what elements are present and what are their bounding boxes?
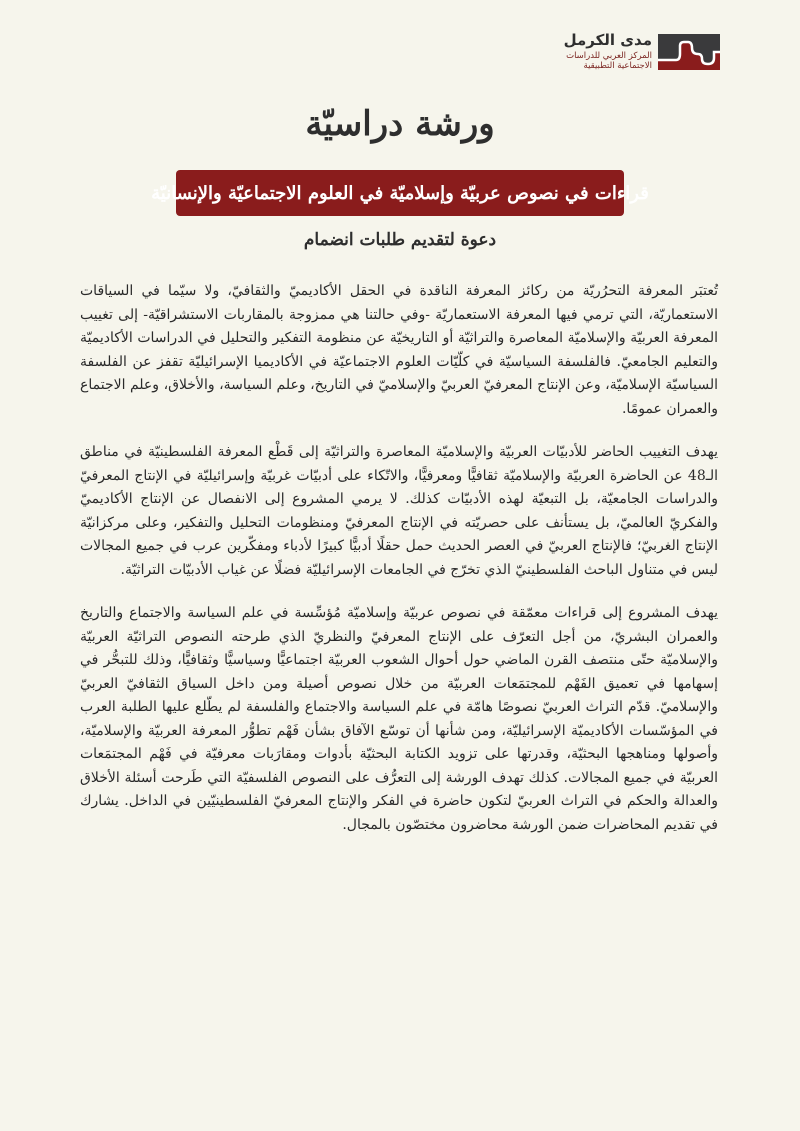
logo-text (564, 33, 652, 71)
document-subtitle: دعوة لتقديم طلبات انضمام (303, 230, 497, 250)
logo-subtitle-line-1: المركز العربي للدراسات (566, 51, 652, 61)
topic-banner-text: قراءات في نصوص عربيّة وإسلاميّة في العلوم الاجتماعيّة والإنسانيّة (151, 182, 649, 204)
logo (564, 33, 720, 71)
paragraph-3: يهدف المشروع إلى قراءات معمّقة في نصوص عربيّة وإسلاميّة مُؤسِّسة في علم السياسة والاجتماع والتاريخ والعمران البشريّ، من أجل التعرّف على الإنتاج المعرفيّ والنظريّ الذي طرحته النصوص التراثيّة العربيّة والإسلاميّة حتّى منتصف القرن الماضي حول أحوال الشعوب العربيّة اجتماعيًّا وسياسيًّا وثقافيًّا، وذلك للتبحُّر في إسهامها في تعميق الفَهْم للمجتمَعات العربيّة من خلال نصوص أصيلة ومن داخل السياق الثقافيّ العربيّ والإسلاميّ. قدّم التراث العربيّ نصوصًا هامّة في علم السياسة والاجتماع والفلسفة لم يطّلع عليها الطلبة العرب في المؤسّسات الأكاديميّة الإسرائيليّة، ومن شأنها أن توسّع الآفاق بشأن فَهْم تطوُّر المعرفة العربيّة والإسلاميّة، وأصولها ومناهجها البحثيّة، وقدرتها على تزويد الكتابة البحثيّة بأدوات ومقارَبات معرفيّة في فَهْم المجتمَعات العربيّة في جميع المجالات. كذلك تهدف الورشة إلى التعرُّف على النصوص الفلسفيّة التي طَرحت أسئلة الأخلاق والعدالة والحكم في التراث العربيّ لتكون حاضرة في الفكر والإنتاج المعرفيّ الفلسطينيّين في الداخل. يشارك في تقديم المحاضرات ضمن الورشة محاضرون مختصّون بالمجال. (80, 605, 718, 833)
topic-banner (151, 170, 649, 216)
logo-name: مدى الكرمل (563, 31, 652, 49)
document-body (80, 280, 718, 857)
paragraph-2: يهدف التغييب الحاضر للأدبيّات العربيّة والإسلاميّة المعاصرة والتراثيّة إلى قَطْع المعرفة الفلسطينيّة في مناطق الـ48 عن الحاضرة العربيّة والإسلاميّة ثقافيًّا ومعرفيًّا، والاتّكاء على أدبيّات غربيّة وإسرائيليّة في الإنتاج المعرفيّ والدراسات الجامعيّة، بل التبعيّة لهذه الأدبيّات كذلك. لا يرمي المشروع إلى الانفصال عن الإنتاج الأكاديميّ والفكريّ العالميّ، بل يستأنف على حصريّته في الإنتاج المعرفيّ ومنظومات التحليل والتفكير، وعلى مركزانيّة الإنتاج الغربيّ؛ فالإنتاج العربيّ في العصر الحديث حمل حقلًا أدبيًّا كبيرًا لأدباء ومفكّرين عرب في جميع المجالات ليس في متناول الباحث الفلسطينيّ الذي تخرّج في الجامعات الإسرائيليّة فضلًا عن غياب الأدبيّات التراثيّة. (80, 444, 718, 578)
mada-al-carmel-logo-icon (658, 34, 720, 70)
document-title: ورشة دراسيّة (305, 104, 495, 144)
paragraph-1: تُعتبَر المعرفة التحرُريّة من ركائز المعرفة الناقدة في الحقل الأكاديميّ والثقافيّ، ولا سيّما في السياقات الاستعماريّة، التي ترمي فيها المعرفة الاستعماريّة -وفي حالتنا هي ممزوجة بالمقاربات الاستشراقيّة- إلى تغييب المعرفة العربيّة والإسلاميّة المعاصرة والتراثيّة أو التاريخيّة عن منظومة التفكير والتحليل في الدراسات الأكاديميّة والتعليم الجامعيّ. فالفلسفة السياسيّة في كلّيّات العلوم الاجتماعيّة في الأكاديميا الإسرائيليّة تقفز عن الفلسفة السياسيّة الإسلاميّة، وعن الإنتاج المعرفيّ العربيّ والإسلاميّ في التاريخ، وعلم السياسة، والأخلاق، وعلم الاجتماع والعمران عمومًا. (80, 283, 718, 417)
logo-subtitle-line-2: الاجتماعية التطبيقية (583, 61, 652, 72)
